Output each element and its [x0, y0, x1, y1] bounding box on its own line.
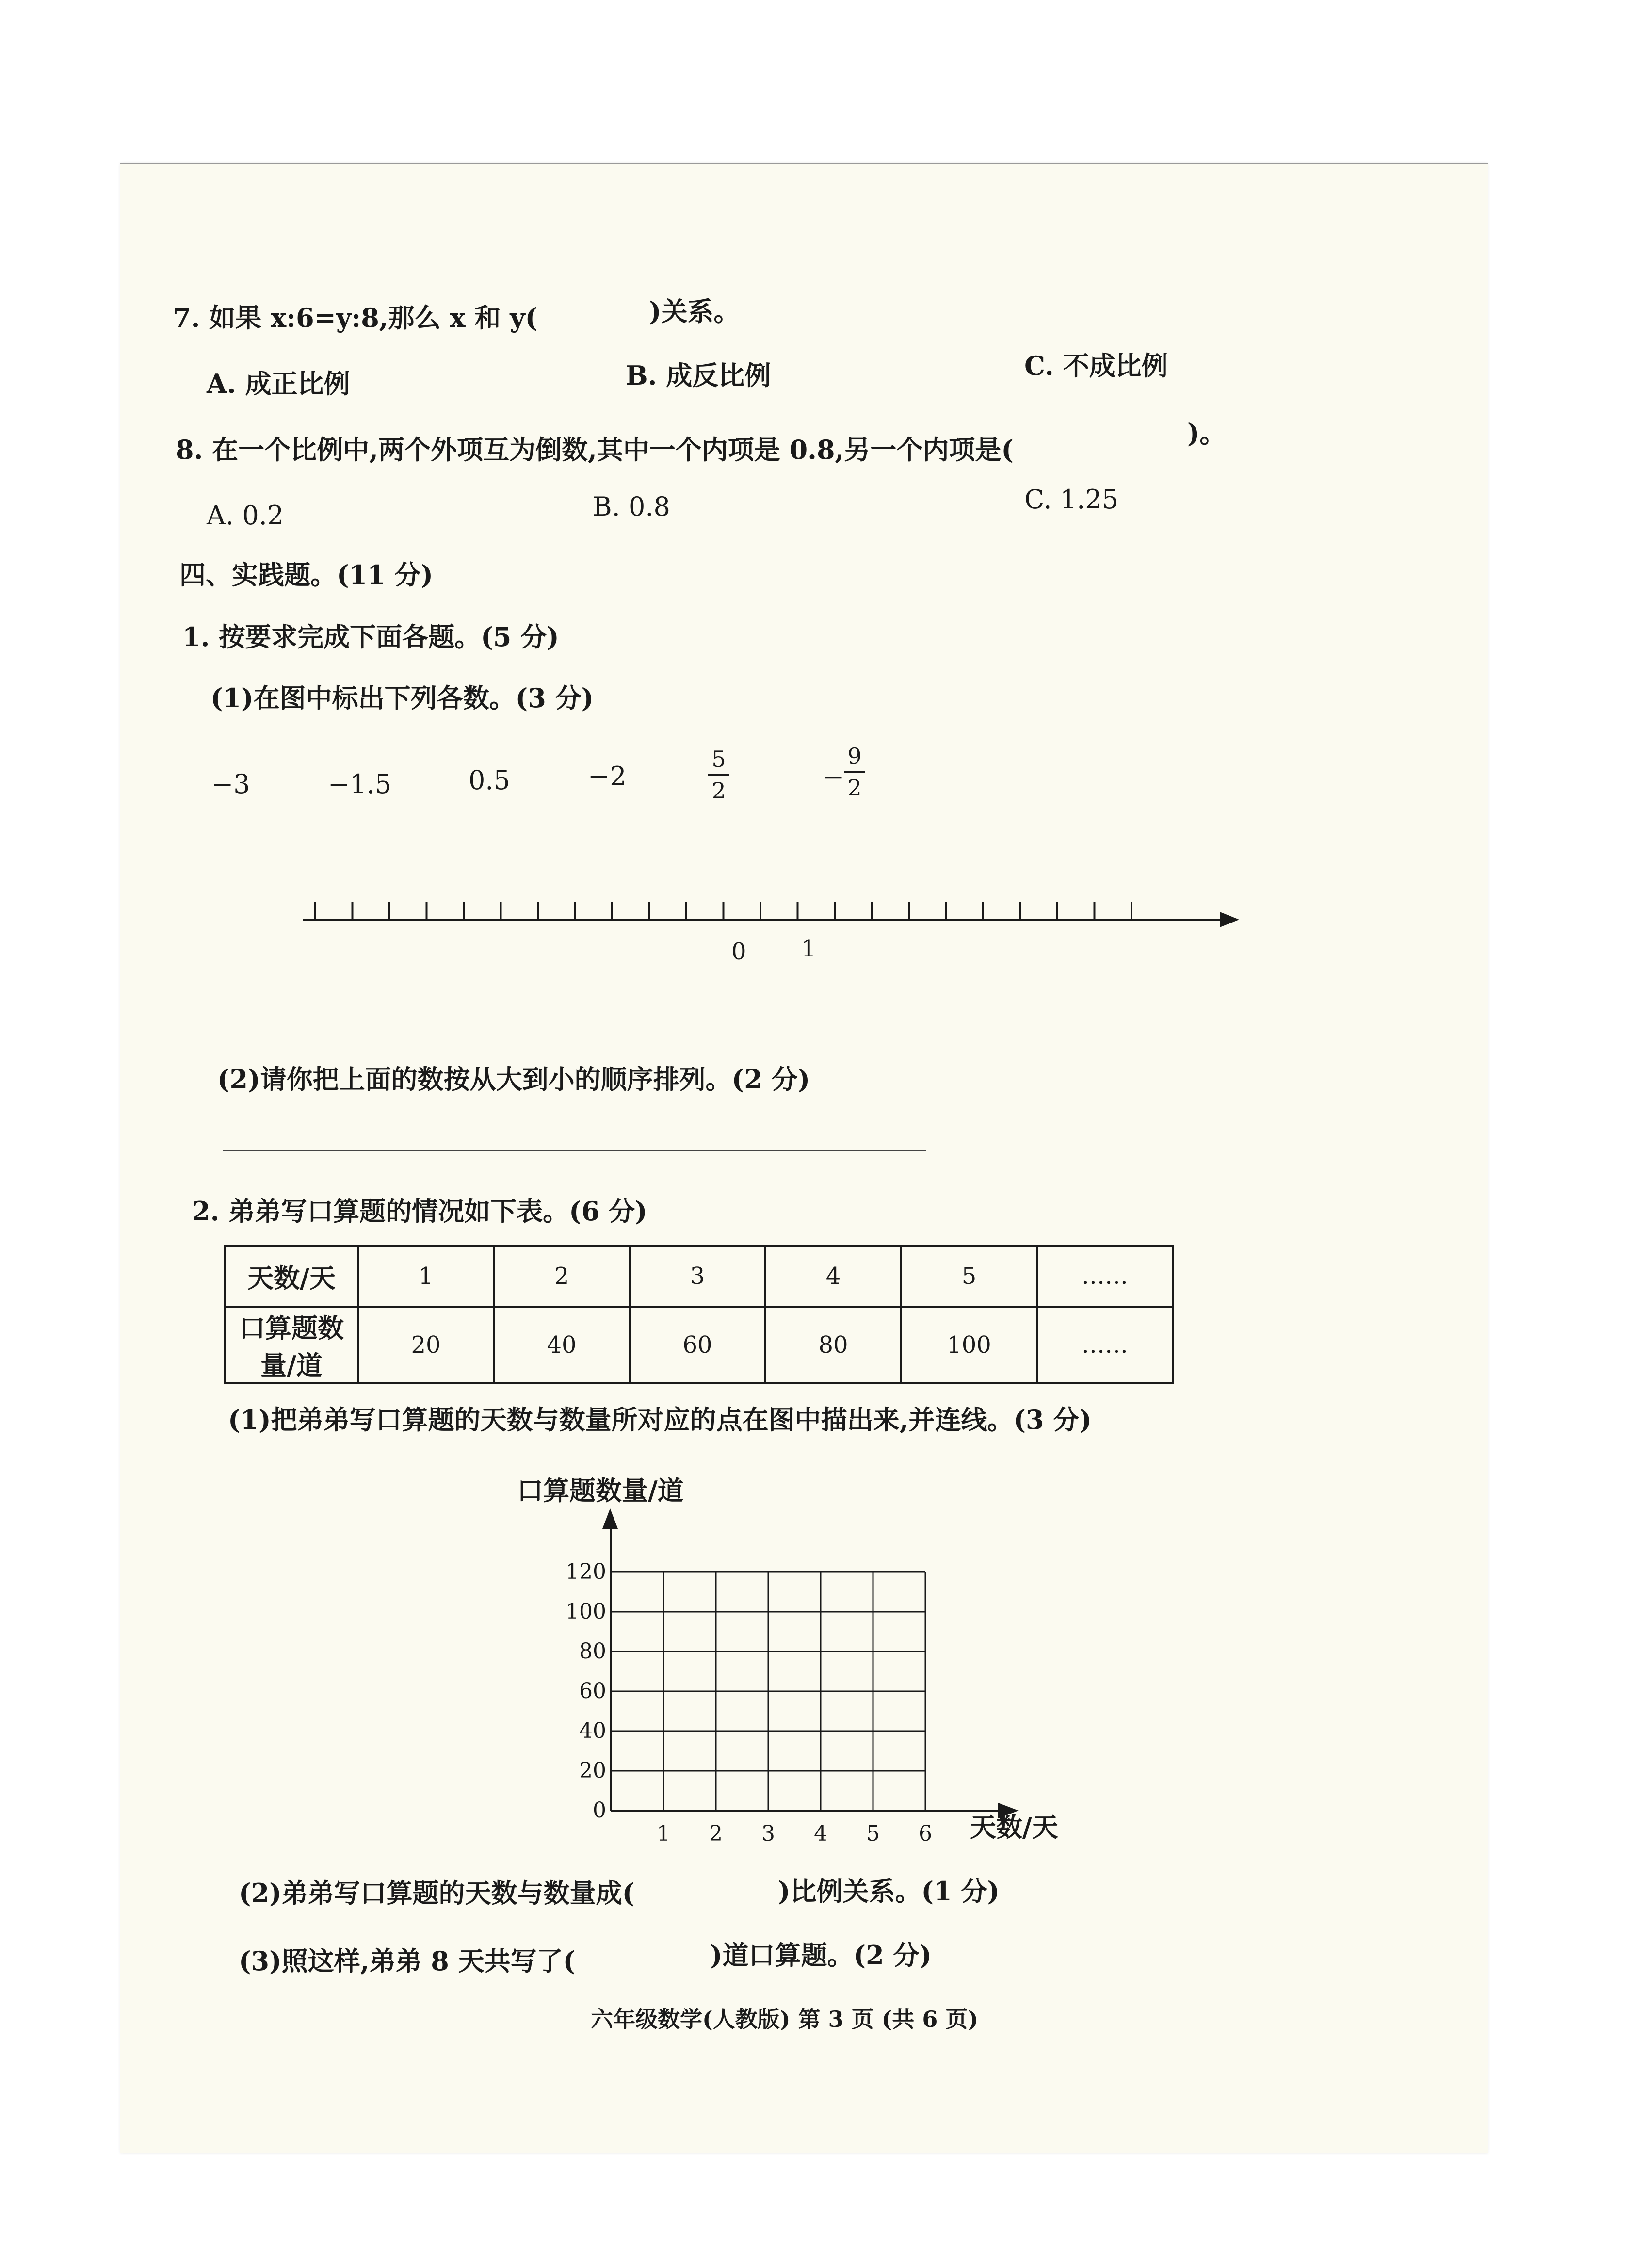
q2-part2-a: (2)弟弟写口算题的天数与数量成( — [239, 1878, 635, 1909]
answer-line — [223, 1150, 926, 1151]
section4-title: 四、实践题。(11 分) — [179, 559, 434, 590]
fraction-5-2-numerator: 5 — [711, 746, 726, 772]
fraction-5-2-denominator: 2 — [711, 778, 726, 804]
data-table — [224, 1245, 1174, 1384]
q8-option-a: A. 0.2 — [207, 500, 284, 531]
q1-part2: (2)请你把上面的数按从大到小的顺序排列。(2 分) — [217, 1064, 810, 1095]
table-row — [225, 1246, 1173, 1307]
q7-stem-end: )关系。 — [649, 296, 740, 327]
q2-part2-b: )比例关系。(1 分) — [778, 1876, 1000, 1907]
number-line — [301, 883, 1242, 980]
fraction-neg9-2 — [844, 745, 865, 799]
x-tick-label: 1 — [657, 1821, 670, 1846]
q8-option-b: B. 0.8 — [593, 491, 670, 522]
fraction-bar — [844, 771, 865, 773]
y-axis-arrow — [602, 1508, 618, 1529]
table-cell: 20 — [358, 1307, 494, 1383]
fraction-9-2-numerator: 9 — [847, 743, 862, 769]
q2-part1: (1)把弟弟写口算题的天数与数量所对应的点在图中描出来,并连线。(3 分) — [228, 1404, 1092, 1435]
q2-part3-a: (3)照这样,弟弟 8 天共写了( — [239, 1945, 576, 1976]
y-tick-label: 0 — [593, 1798, 606, 1823]
axis-label-1: 1 — [801, 935, 816, 962]
fraction-sign-minus: − — [823, 761, 845, 792]
table-cell: 3 — [630, 1246, 765, 1307]
axis-label-0: 0 — [731, 938, 746, 965]
table-cell: 40 — [494, 1307, 630, 1383]
q8-stem-end: )。 — [1187, 418, 1226, 449]
fraction-bar — [708, 774, 729, 776]
table-cell: 60 — [630, 1307, 765, 1383]
q8-option-c: C. 1.25 — [1024, 484, 1118, 515]
table-cell: 100 — [901, 1307, 1037, 1383]
table-cell: 4 — [765, 1246, 901, 1307]
q8-stem: 8. 在一个比例中,两个外项互为倒数,其中一个内项是 0.8,另一个内项是( — [176, 434, 1014, 465]
table-cell: 2 — [494, 1246, 630, 1307]
table-row — [225, 1307, 1173, 1383]
blank-grid-chart — [534, 1494, 1086, 1853]
table-header-count: 口算题数量/道 — [225, 1307, 358, 1383]
q7-option-b: B. 成反比例 — [626, 360, 771, 391]
number-neg2: −2 — [588, 761, 627, 792]
x-tick-label: 3 — [761, 1821, 775, 1846]
x-tick-label: 4 — [814, 1821, 827, 1846]
page-footer: 六年级数学(人教版) 第 3 页 (共 6 页) — [591, 2006, 979, 2032]
table-header-days: 天数/天 — [225, 1246, 358, 1307]
number-neg3: −3 — [211, 769, 250, 799]
x-tick-label: 5 — [866, 1821, 880, 1846]
chart-ylabel: 口算题数量/道 — [517, 1475, 684, 1506]
table-cell: 1 — [358, 1246, 494, 1307]
y-tick-label: 40 — [579, 1718, 606, 1743]
q7-option-a: A. 成正比例 — [207, 368, 350, 399]
y-tick-label: 20 — [579, 1758, 606, 1783]
number-neg1-5: −1.5 — [328, 769, 392, 799]
y-tick-label: 120 — [566, 1559, 606, 1584]
q1-part1: (1)在图中标出下列各数。(3 分) — [210, 682, 594, 713]
y-tick-label: 60 — [579, 1679, 606, 1703]
q7-stem: 7. 如果 x:6=y:8,那么 x 和 y( — [173, 302, 538, 333]
q1-title: 1. 按要求完成下面各题。(5 分) — [182, 621, 559, 652]
number-0-5: 0.5 — [469, 765, 510, 795]
q2-title: 2. 弟弟写口算题的情况如下表。(6 分) — [192, 1196, 647, 1227]
number-line-arrow — [1220, 912, 1239, 927]
y-tick-label: 100 — [566, 1599, 606, 1624]
table-cell: 5 — [901, 1246, 1037, 1307]
table-cell: …… — [1037, 1307, 1173, 1383]
table-cell: …… — [1037, 1246, 1173, 1307]
q2-part3-b: )道口算题。(2 分) — [710, 1940, 932, 1971]
table-cell: 80 — [765, 1307, 901, 1383]
x-tick-label: 6 — [919, 1821, 932, 1846]
y-tick-label: 80 — [579, 1639, 606, 1664]
fraction-5-2 — [708, 748, 729, 802]
q7-option-c: C. 不成比例 — [1024, 350, 1168, 381]
x-tick-label: 2 — [709, 1821, 723, 1846]
fraction-9-2-denominator: 2 — [847, 775, 862, 801]
chart-xlabel: 天数/天 — [970, 1812, 1058, 1843]
